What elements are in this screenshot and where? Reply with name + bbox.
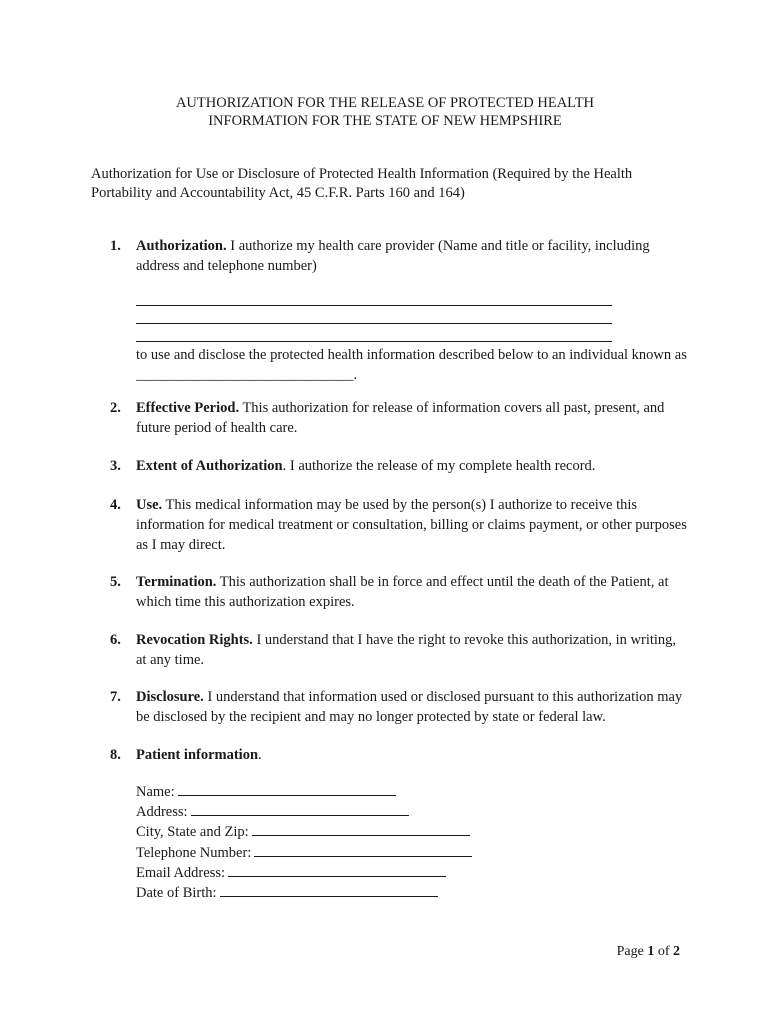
patient-dob-label: Date of Birth: <box>136 885 217 902</box>
section-heading: Use. <box>136 497 163 513</box>
page-total: 2 <box>673 944 680 959</box>
section-text: . <box>258 747 262 763</box>
section-text: This authorization for release of information covers all past, present, and future period of health care. <box>136 400 665 436</box>
section-disclosure <box>110 687 690 727</box>
provider-blank-line[interactable] <box>136 324 612 342</box>
patient-name-label: Name: <box>136 784 175 800</box>
section-number: 3. <box>110 458 121 474</box>
section-heading: Disclosure. <box>136 689 204 705</box>
provider-blank-line[interactable] <box>136 306 612 324</box>
section-extent <box>110 456 690 476</box>
section-text: . I authorize the release of my complete health record. <box>282 458 596 474</box>
section-heading: Termination. <box>136 574 217 590</box>
page-of-label: of <box>654 944 673 959</box>
section-number: 7. <box>110 689 121 705</box>
section-text: I authorize my health care provider (Name and title or facility, including address and telephone number) <box>136 238 650 274</box>
section-heading: Patient information <box>136 747 259 763</box>
section-number: 2. <box>110 400 121 416</box>
section-termination <box>110 572 690 612</box>
patient-name-field[interactable] <box>178 782 396 796</box>
patient-phone-field[interactable] <box>254 843 472 857</box>
patient-address-label: Address: <box>136 804 188 821</box>
patient-name-row <box>136 782 472 802</box>
title-line-1: AUTHORIZATION FOR THE RELEASE OF PROTECTED HEALTH <box>175 95 595 111</box>
section-text: I understand that information used or disclosed pursuant to this authorization may be disclosed by the recipient and may no longer protected by state or federal law. <box>136 689 683 725</box>
patient-email-label: Email Address: <box>136 864 226 881</box>
section-number: 1. <box>110 238 121 254</box>
patient-phone-row <box>136 843 472 863</box>
intro-paragraph: Authorization for Use or Disclosure of Protected Health Information (Required by the Health Portability and Accountability Act, 45 C.F.R. Parts 160 and 164) <box>91 166 633 201</box>
patient-phone-label: Telephone Number: <box>136 844 252 861</box>
patient-info-fields <box>136 782 472 903</box>
section-heading: Effective Period. <box>136 400 240 416</box>
section-effective-period <box>110 398 690 438</box>
patient-city-row <box>136 822 472 842</box>
section-use <box>110 495 690 555</box>
section-text: This authorization shall be in force and effect until the death of the Patient, at which time this authorization expires. <box>136 574 669 610</box>
patient-dob-row <box>136 883 472 903</box>
patient-address-field[interactable] <box>191 802 409 816</box>
section-number: 6. <box>110 632 121 648</box>
section-number: 5. <box>110 574 121 590</box>
patient-city-field[interactable] <box>252 822 470 836</box>
section-heading: Revocation Rights. <box>136 632 253 648</box>
patient-address-row <box>136 802 472 822</box>
document-title <box>0 94 770 130</box>
page-number <box>617 942 680 962</box>
section-revocation <box>110 630 690 670</box>
patient-dob-field[interactable] <box>220 883 438 897</box>
section-text: I understand that I have the right to revoke this authorization, in writing, at any time. <box>136 632 677 668</box>
section-heading: Authorization. <box>136 238 227 254</box>
section-text: This medical information may be used by the person(s) I authorize to receive this information for medical treatment or consultation, billing or claims payment, or other purposes as I may direct. <box>136 497 687 553</box>
page-label: Page <box>616 944 648 959</box>
title-line-2: INFORMATION FOR THE STATE OF NEW HEMPSHIRE <box>208 113 562 129</box>
patient-city-label: City, State and Zip: <box>136 824 249 841</box>
section-heading: Extent of Authorization <box>136 458 283 474</box>
section-patient-info <box>110 745 690 765</box>
section-number: 4. <box>110 497 121 513</box>
provider-blank-line[interactable] <box>136 288 612 306</box>
section-text-continued: to use and disclose the protected health information described below to an individual known as ______________________________. <box>136 347 687 383</box>
patient-email-field[interactable] <box>228 863 446 877</box>
section-number: 8. <box>110 747 121 763</box>
page-current: 1 <box>647 944 655 959</box>
section-authorization <box>110 236 690 385</box>
patient-email-row <box>136 863 472 883</box>
